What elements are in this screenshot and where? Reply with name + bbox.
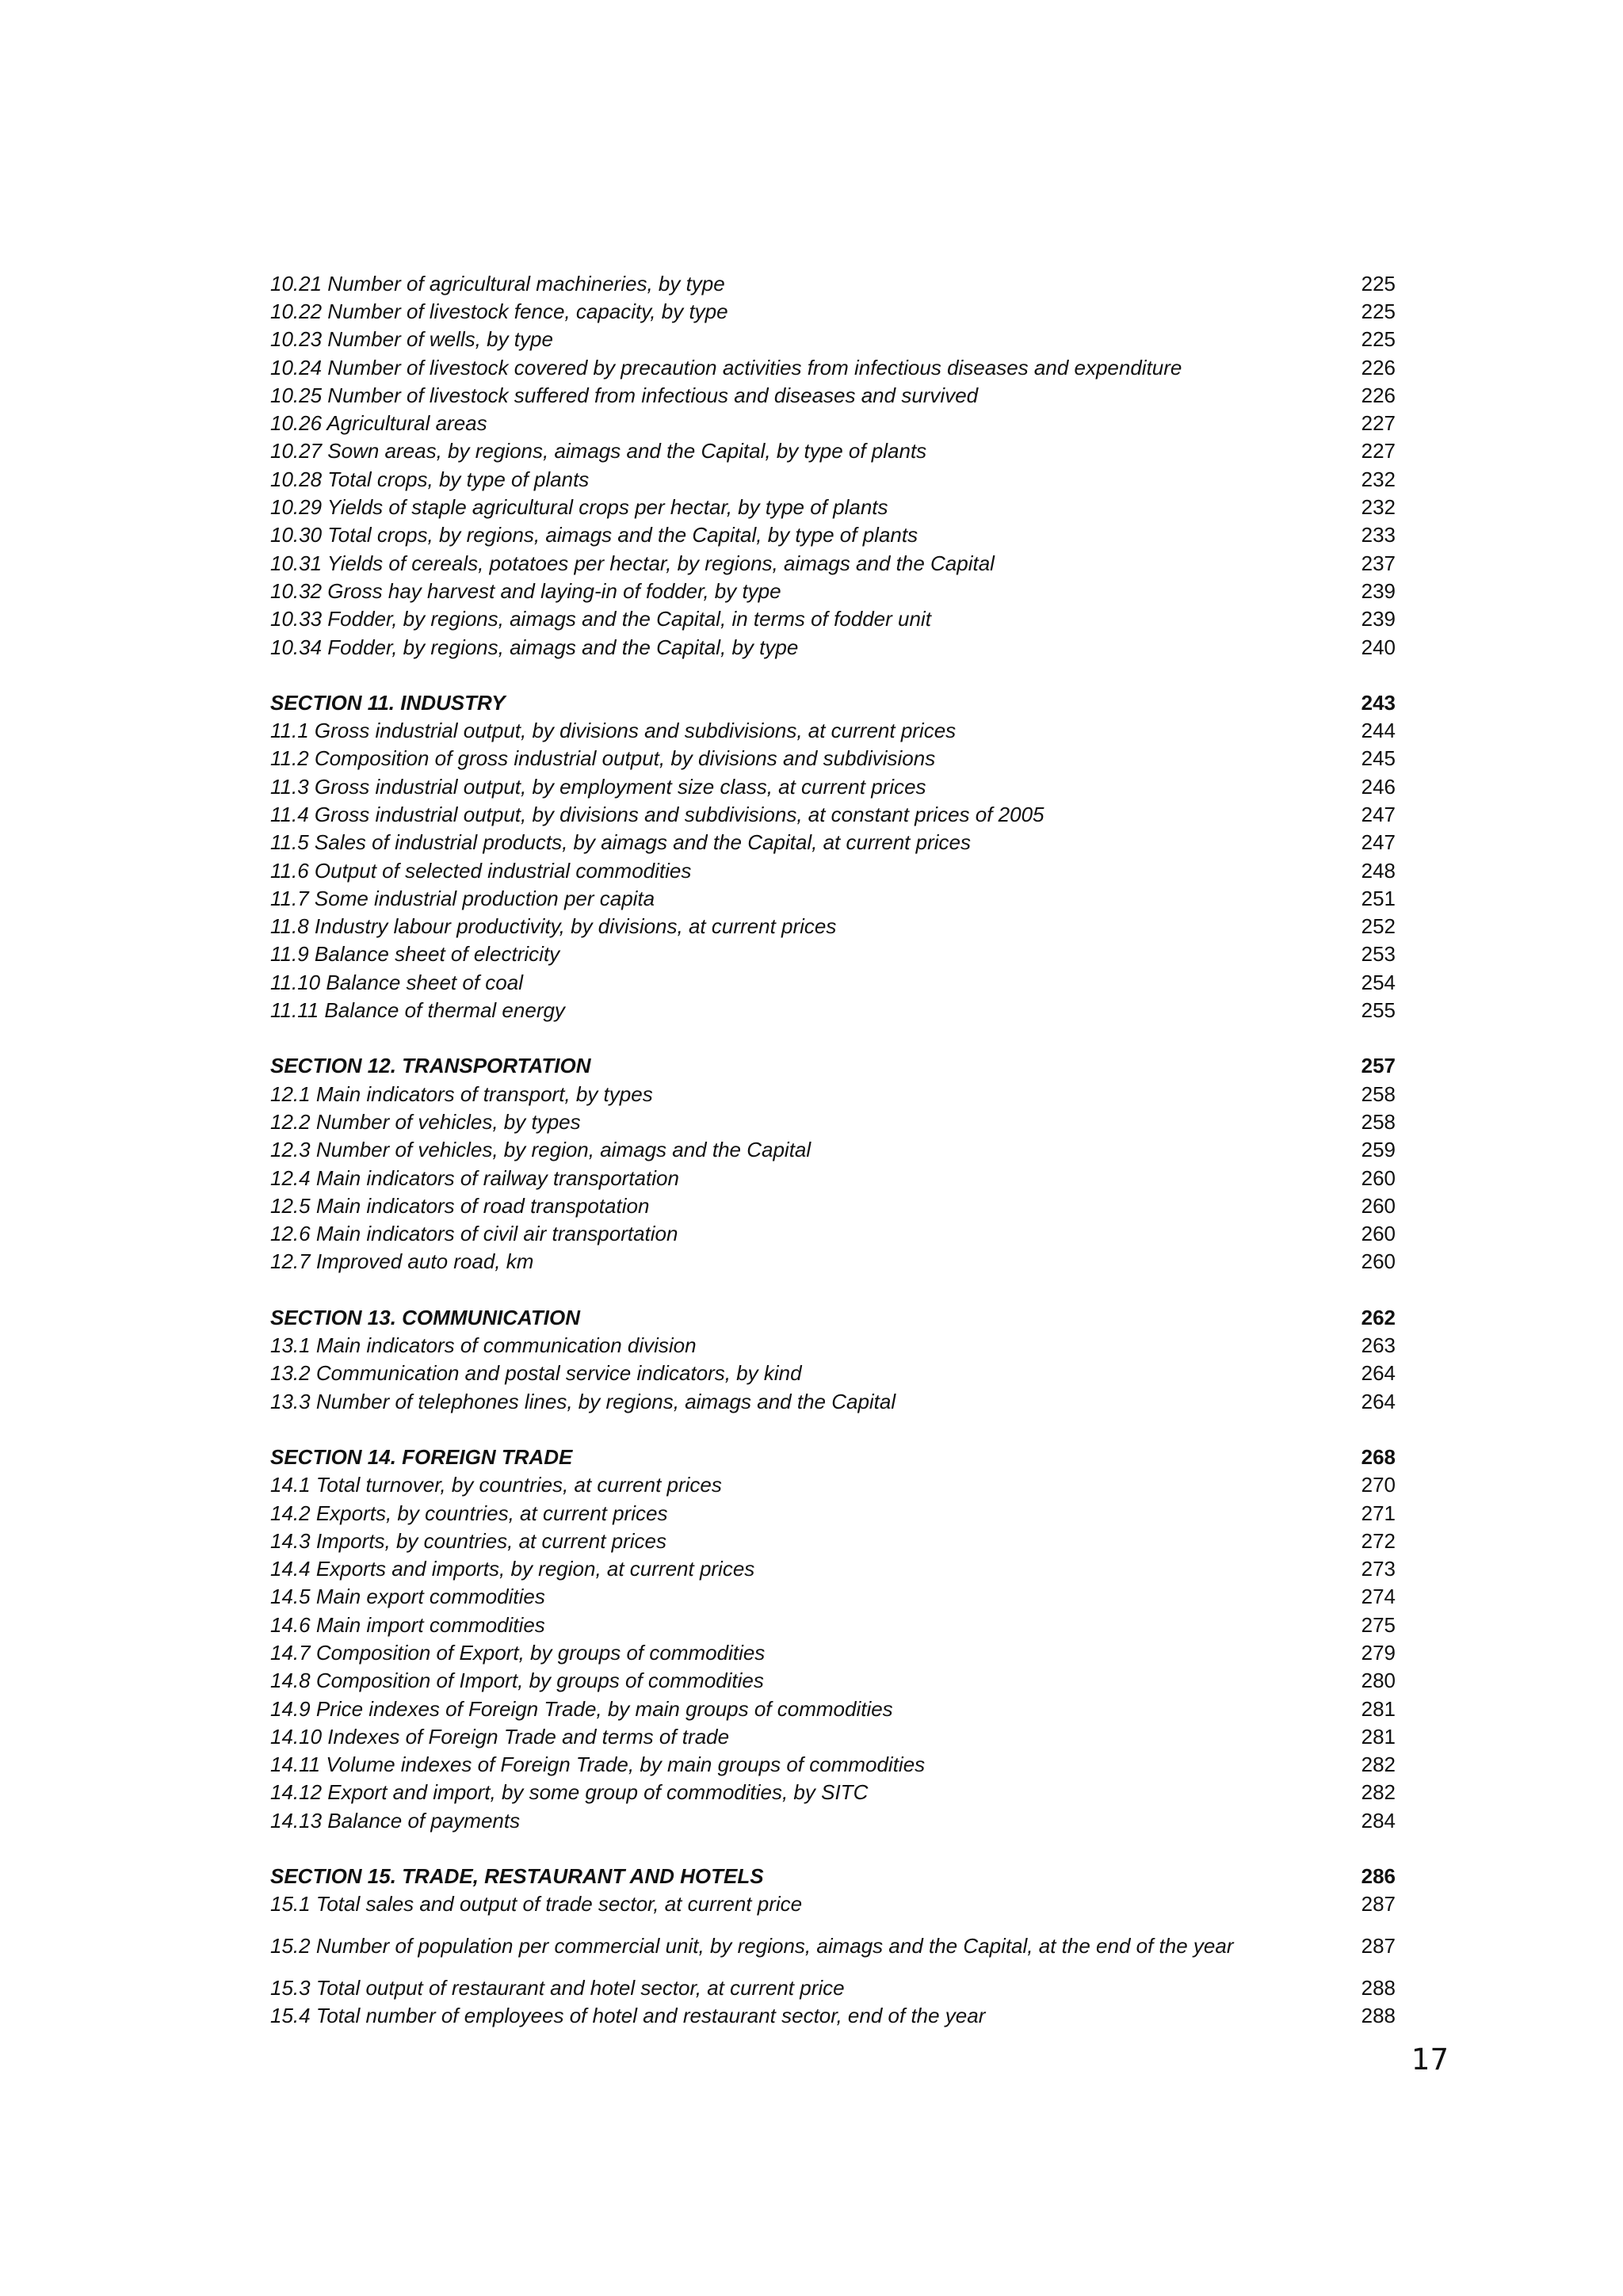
- toc-entry-title: 10.31 Yields of cereals, potatoes per hectar, by regions, aimags and the Capital: [270, 551, 995, 575]
- toc-entry-page: 259: [1361, 1138, 1396, 1162]
- toc-section-heading: [270, 688, 1396, 716]
- section-page-number: 286: [1361, 1864, 1396, 1889]
- section-title: SECTION 14. FOREIGN TRADE: [270, 1444, 573, 1469]
- toc-entry: [270, 1527, 1396, 1554]
- toc-entry-page: 287: [1361, 1892, 1396, 1917]
- toc-entry-page: 270: [1361, 1473, 1396, 1497]
- toc-entry: [270, 1695, 1396, 1722]
- toc-entry-page: 287: [1361, 1934, 1396, 1958]
- toc-entry-page: 282: [1361, 1780, 1396, 1805]
- toc-entry: [270, 605, 1396, 633]
- toc-entry-title: 10.32 Gross hay harvest and laying-in of fodder, by type: [270, 578, 781, 603]
- toc-entry-title: 10.29 Yields of staple agricultural crops per hectar, by type of plants: [270, 495, 888, 520]
- toc-section-heading: [270, 1052, 1396, 1080]
- toc-entry-title: 12.3 Number of vehicles, by region, aimags and the Capital: [270, 1138, 812, 1162]
- toc-entry: [270, 1751, 1396, 1779]
- toc-entry-page: 233: [1361, 523, 1396, 547]
- toc-entry-title: 12.6 Main indicators of civil air transportation: [270, 1222, 678, 1246]
- toc-entry: [270, 633, 1396, 661]
- toc-entry-title: 13.1 Main indicators of communication division: [270, 1333, 697, 1358]
- toc-entry-title: 14.10 Indexes of Foreign Trade and terms of trade: [270, 1724, 730, 1749]
- toc-entry: [270, 800, 1396, 828]
- toc-entry: [270, 996, 1396, 1024]
- toc-entry-page: 254: [1361, 970, 1396, 994]
- toc-entry-title: 12.7 Improved auto road, km: [270, 1249, 534, 1274]
- toc-entry-page: 227: [1361, 439, 1396, 463]
- toc-entry: [270, 297, 1396, 325]
- toc-entry: [270, 381, 1396, 409]
- toc-entry-title: 13.2 Communication and postal service indicators, by kind: [270, 1361, 802, 1386]
- toc-entry: [270, 437, 1396, 465]
- toc-entry-title: 10.34 Fodder, by regions, aimags and the Capital, by type: [270, 635, 799, 659]
- toc-entry: [270, 968, 1396, 996]
- toc-entry-page: 264: [1361, 1389, 1396, 1413]
- toc-entry-title: 15.3 Total output of restaurant and hotel sector, at current price: [270, 1975, 845, 2000]
- toc-entry-page: 252: [1361, 914, 1396, 939]
- toc-entry: [270, 1722, 1396, 1750]
- toc-entry-page: 260: [1361, 1193, 1396, 1218]
- toc-entry: [270, 884, 1396, 912]
- toc-entry-page: 247: [1361, 830, 1396, 855]
- toc-entry: [270, 940, 1396, 968]
- toc-entry-title: 14.12 Export and import, by some group of commodities, by SITC: [270, 1780, 869, 1805]
- toc-section-heading: [270, 1862, 1396, 1890]
- toc-entry-page: 244: [1361, 719, 1396, 743]
- toc-entry-page: 260: [1361, 1222, 1396, 1246]
- toc-entry: [270, 1387, 1396, 1415]
- toc-entry-page: 288: [1361, 1975, 1396, 2000]
- toc-entry: [270, 409, 1396, 437]
- toc-entry: [270, 269, 1396, 297]
- toc-entry-title: 11.3 Gross industrial output, by employment size class, at current prices: [270, 774, 926, 799]
- toc-entry-title: 10.26 Agricultural areas: [270, 411, 487, 436]
- toc-entry: [270, 521, 1396, 549]
- toc-entry: [270, 913, 1396, 940]
- toc-entry-title: 14.4 Exports and imports, by region, at current prices: [270, 1557, 755, 1581]
- toc-entry-page: 264: [1361, 1361, 1396, 1386]
- toc-entry: [270, 1918, 1396, 1974]
- toc-entry-page: 239: [1361, 607, 1396, 631]
- toc-entry: [270, 549, 1396, 577]
- toc-entry-title: 14.7 Composition of Export, by groups of commodities: [270, 1641, 766, 1665]
- toc-section-heading: [270, 1303, 1396, 1331]
- toc-entry: [270, 1164, 1396, 1192]
- toc-entry: [270, 1220, 1396, 1248]
- toc-entry: [270, 1471, 1396, 1499]
- toc-entry-page: 225: [1361, 299, 1396, 323]
- toc-entry-page: 239: [1361, 578, 1396, 603]
- toc-entry-title: 14.5 Main export commodities: [270, 1585, 545, 1609]
- toc-entry-title: 11.7 Some industrial production per capita: [270, 886, 655, 910]
- toc-entry: [270, 1890, 1396, 1918]
- toc-entry-title: 14.11 Volume indexes of Foreign Trade, by main groups of commodities: [270, 1753, 926, 1777]
- toc-entry: [270, 745, 1396, 772]
- toc-entry-page: 272: [1361, 1528, 1396, 1553]
- toc-entry-title: 14.8 Composition of Import, by groups of commodities: [270, 1669, 764, 1693]
- toc-section-heading: [270, 1443, 1396, 1470]
- toc-entry-title: 11.9 Balance sheet of electricity: [270, 942, 560, 967]
- toc-entry-title: 12.2 Number of vehicles, by types: [270, 1109, 581, 1134]
- toc-entry-title: 15.4 Total number of employees of hotel and restaurant sector, end of the year: [270, 2003, 986, 2027]
- toc-entry-title: 10.24 Number of livestock covered by precaution activities from infectious diseases and expenditure: [270, 355, 1182, 379]
- toc-entry-title: 10.30 Total crops, by regions, aimags and the Capital, by type of plants: [270, 523, 918, 547]
- toc-entry-title: 11.10 Balance sheet of coal: [270, 970, 523, 994]
- toc-entry: [270, 1779, 1396, 1806]
- toc-entry: [270, 1248, 1396, 1276]
- toc-entry-title: 11.6 Output of selected industrial commodities: [270, 858, 692, 883]
- page-number: 17: [1411, 2042, 1449, 2077]
- toc-entry: [270, 1331, 1396, 1359]
- toc-entry: [270, 353, 1396, 381]
- toc-entry-page: 240: [1361, 635, 1396, 659]
- toc-entry-title: 10.25 Number of livestock suffered from infectious and diseases and survived: [270, 383, 979, 407]
- toc-entry: [270, 716, 1396, 744]
- toc-entry: [270, 1667, 1396, 1695]
- toc-entry-title: 10.33 Fodder, by regions, aimags and the Capital, in terms of fodder unit: [270, 607, 931, 631]
- toc-entry-page: 284: [1361, 1808, 1396, 1833]
- toc-entry-title: 10.22 Number of livestock fence, capacity, by type: [270, 299, 728, 323]
- toc-entry: [270, 1806, 1396, 1834]
- toc-entry-page: 263: [1361, 1333, 1396, 1358]
- toc-entry: [270, 1554, 1396, 1582]
- toc-entry: [270, 1192, 1396, 1219]
- toc-entry-page: 245: [1361, 746, 1396, 771]
- toc-entry: [270, 1499, 1396, 1527]
- toc-entry-page: 260: [1361, 1165, 1396, 1190]
- toc-entry-page: 282: [1361, 1753, 1396, 1777]
- toc-entry-page: 227: [1361, 411, 1396, 436]
- toc-entry: [270, 1108, 1396, 1135]
- toc-entry-title: 14.9 Price indexes of Foreign Trade, by main groups of commodities: [270, 1696, 893, 1721]
- toc-entry-page: 280: [1361, 1669, 1396, 1693]
- toc-entry-title: 15.2 Number of population per commercial unit, by regions, aimags and the Capital, at the end of the year: [270, 1933, 1234, 1958]
- toc-entry-title: 11.5 Sales of industrial products, by aimags and the Capital, at current prices: [270, 830, 971, 855]
- toc-entry-title: 11.8 Industry labour productivity, by divisions, at current prices: [270, 914, 837, 939]
- section-page-number: 262: [1361, 1305, 1396, 1329]
- toc-entry-page: 275: [1361, 1612, 1396, 1637]
- toc-entry-title: 11.4 Gross industrial output, by divisions and subdivisions, at constant prices of 2005: [270, 802, 1044, 826]
- toc-entry-title: 14.3 Imports, by countries, at current prices: [270, 1528, 666, 1553]
- toc-entry-page: 271: [1361, 1501, 1396, 1525]
- toc-entry-page: 260: [1361, 1249, 1396, 1274]
- section-title: SECTION 11. INDUSTRY: [270, 690, 506, 715]
- toc-entry-page: 232: [1361, 467, 1396, 491]
- toc-entry: [270, 493, 1396, 521]
- section-title: SECTION 12. TRANSPORTATION: [270, 1054, 591, 1078]
- toc-entry-page: 258: [1361, 1109, 1396, 1134]
- toc-entry: [270, 326, 1396, 353]
- toc-entry-title: 15.1 Total sales and output of trade sector, at current price: [270, 1892, 803, 1917]
- toc-entry-page: 226: [1361, 383, 1396, 407]
- toc-entry-page: 232: [1361, 495, 1396, 520]
- toc-entry-page: 246: [1361, 774, 1396, 799]
- toc-entry-title: 14.13 Balance of payments: [270, 1808, 521, 1833]
- table-of-contents: [270, 269, 1396, 2030]
- toc-entry-page: 251: [1361, 886, 1396, 910]
- toc-entry-title: 11.1 Gross industrial output, by divisions and subdivisions, at current prices: [270, 719, 957, 743]
- toc-entry-page: 225: [1361, 271, 1396, 296]
- toc-entry-title: 10.28 Total crops, by type of plants: [270, 467, 590, 491]
- toc-entry-page: 247: [1361, 802, 1396, 826]
- toc-entry-title: 10.21 Number of agricultural machineries, by type: [270, 271, 725, 296]
- toc-entry-page: 225: [1361, 327, 1396, 352]
- toc-entry: [270, 772, 1396, 800]
- toc-entry-title: 10.23 Number of wells, by type: [270, 327, 553, 352]
- toc-entry-page: 281: [1361, 1696, 1396, 1721]
- toc-entry-title: 11.2 Composition of gross industrial output, by divisions and subdivisions: [270, 746, 936, 771]
- toc-entry: [270, 1583, 1396, 1611]
- toc-entry-title: 12.1 Main indicators of transport, by types: [270, 1081, 653, 1106]
- toc-entry: [270, 856, 1396, 884]
- section-page-number: 257: [1361, 1054, 1396, 1078]
- toc-entry-title: 13.3 Number of telephones lines, by regions, aimags and the Capital: [270, 1389, 896, 1413]
- toc-entry-title: 10.27 Sown areas, by regions, aimags and the Capital, by type of plants: [270, 439, 927, 463]
- toc-entry: [270, 1136, 1396, 1164]
- section-title: SECTION 15. TRADE, RESTAURANT AND HOTELS: [270, 1864, 764, 1889]
- toc-entry-title: 14.1 Total turnover, by countries, at current prices: [270, 1473, 722, 1497]
- toc-entry-page: 226: [1361, 355, 1396, 379]
- toc-entry-title: 12.4 Main indicators of railway transportation: [270, 1165, 679, 1190]
- toc-entry: [270, 1360, 1396, 1387]
- toc-entry-page: 279: [1361, 1641, 1396, 1665]
- toc-entry: [270, 2001, 1396, 2029]
- toc-entry: [270, 465, 1396, 493]
- toc-entry-page: 255: [1361, 998, 1396, 1023]
- toc-entry-page: 248: [1361, 858, 1396, 883]
- toc-entry-page: 288: [1361, 2003, 1396, 2027]
- toc-entry: [270, 829, 1396, 856]
- toc-entry-page: 281: [1361, 1724, 1396, 1749]
- toc-entry: [270, 1974, 1396, 2001]
- toc-entry: [270, 1611, 1396, 1638]
- toc-entry: [270, 1638, 1396, 1666]
- toc-entry-title: 14.2 Exports, by countries, at current prices: [270, 1501, 668, 1525]
- section-title: SECTION 13. COMMUNICATION: [270, 1305, 580, 1329]
- toc-entry-page: 253: [1361, 942, 1396, 967]
- toc-entry-page: 258: [1361, 1081, 1396, 1106]
- toc-entry-page: 237: [1361, 551, 1396, 575]
- section-page-number: 243: [1361, 690, 1396, 715]
- toc-entry-page: 274: [1361, 1585, 1396, 1609]
- toc-entry-page: 273: [1361, 1557, 1396, 1581]
- section-page-number: 268: [1361, 1444, 1396, 1469]
- toc-entry-title: 12.5 Main indicators of road transpotation: [270, 1193, 650, 1218]
- toc-entry-title: 11.11 Balance of thermal energy: [270, 998, 565, 1023]
- toc-entry-title: 14.6 Main import commodities: [270, 1612, 545, 1637]
- toc-entry: [270, 577, 1396, 605]
- toc-entry: [270, 1080, 1396, 1108]
